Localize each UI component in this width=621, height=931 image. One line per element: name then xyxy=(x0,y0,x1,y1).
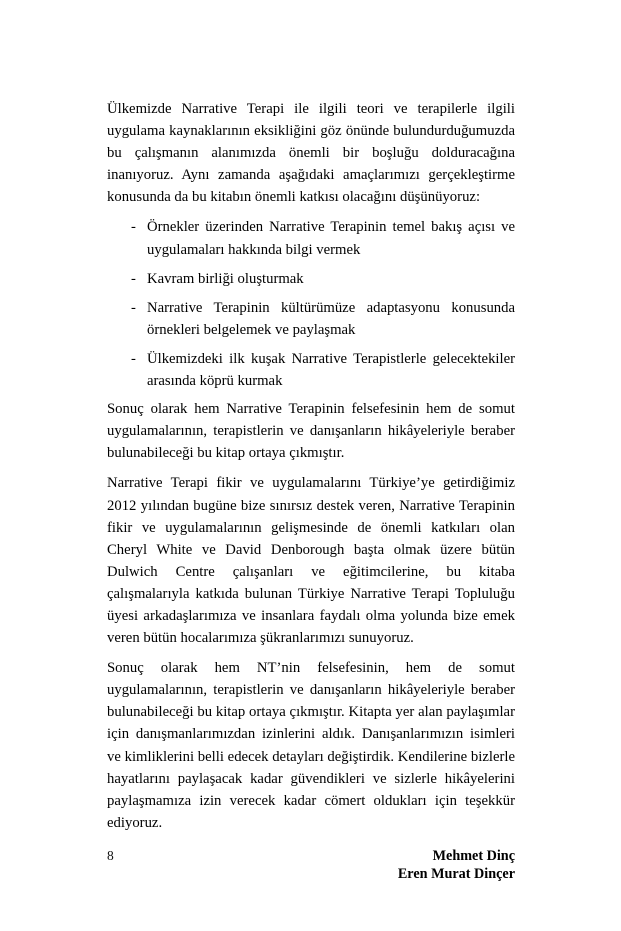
paragraph-conclusion-second: Sonuç olarak hem NT’nin felsefesinin, hem de somut uygulamalarının, terapistlerin ve danışanların hikâyeleriyle beraber bulunabileceği bu kitap ortaya çıkmıştır. Kitapta yer alan paylaşımlar için danışmanlarımızdan izinlerini aldık. Danışanlarımızın isimleri ve kimliklerini belli edecek detayları değiştirdik. Kendilerine bizlerle hayatlarını paylaşacak kadar güvendikleri ve sizlerle hikâyelerini paylaşmamıza izin verecek kadar cömert oldukları için teşekkür ediyoruz. xyxy=(107,660,515,831)
list-item-label: Narrative Terapinin kültürümüze adaptasyonu konusunda örnekleri belgelemek ve paylaşmak xyxy=(147,299,515,338)
paragraph-conclusion-first: Sonuç olarak hem Narrative Terapinin felsefesinin hem de somut uygulamalarının, terapistlerin ve danışanların hikâyeleriyle beraber bulunabileceği bu kitap ortaya çıkmıştır. xyxy=(107,401,515,462)
list-bullet-marker: - xyxy=(131,299,136,316)
list-item-label: Örnekler üzerinden Narrative Terapinin temel bakış açısı ve uygulamaları hakkında bilgi vermek xyxy=(147,219,515,258)
list-bullet-marker: - xyxy=(131,219,136,236)
list-item-label: Kavram birliği oluşturmak xyxy=(147,270,304,287)
list-bullet-marker: - xyxy=(131,270,136,287)
list-item xyxy=(107,216,515,260)
signature-name-primary: Mehmet Dinç xyxy=(432,847,515,864)
page-text-block xyxy=(107,98,515,884)
list-bullet-marker: - xyxy=(131,350,136,367)
list-item xyxy=(107,297,515,341)
list-item xyxy=(107,348,515,392)
paragraph-acknowledgements: Narrative Terapi fikir ve uygulamalarını Türkiye’ye getirdiğimiz 2012 yılından bugüne bize sınırsız destek veren, Narrative Terapinin fikir ve uygulamalarının gelişmesinde de önemli katkıları olan Cheryl White ve David Denborough başta olmak üzere bütün Dulwich Centre çalışanları ve eğitimcilerine, bu kitaba çalışmalarıyla katkıda bulunan Türkiye Narrative Terapi Topluluğu üyesi arkadaşlarımıza ve insanlara faydalı olma yolunda bize emek veren bütün hocalarımıza şükranlarımızı sunuyoruz. xyxy=(107,475,515,647)
signature-name-secondary: Eren Murat Dinçer xyxy=(397,866,515,883)
list-item xyxy=(107,268,515,290)
page-number: 8 xyxy=(107,848,114,863)
list-item-label: Ülkemizdeki ilk kuşak Narrative Terapistlerle gelecektekiler arasında köprü kurmak xyxy=(147,350,515,390)
signature-block xyxy=(107,847,515,884)
objectives-list xyxy=(107,216,515,392)
paragraph-intro: Ülkemizde Narrative Terapi ile ilgili teori ve terapilerle ilgili uygulama kaynaklarının eksikliğini göz önünde bulundurduğumuzda bu çalışmanın alanımızda önemli bir boşluğu dolduracağına inanıyoruz. Aynı zamanda aşağıdaki amaçlarımızı gerçekleştirme konusunda da bu kitabın önemli katkısı olacağını düşünüyoruz: xyxy=(107,101,515,206)
